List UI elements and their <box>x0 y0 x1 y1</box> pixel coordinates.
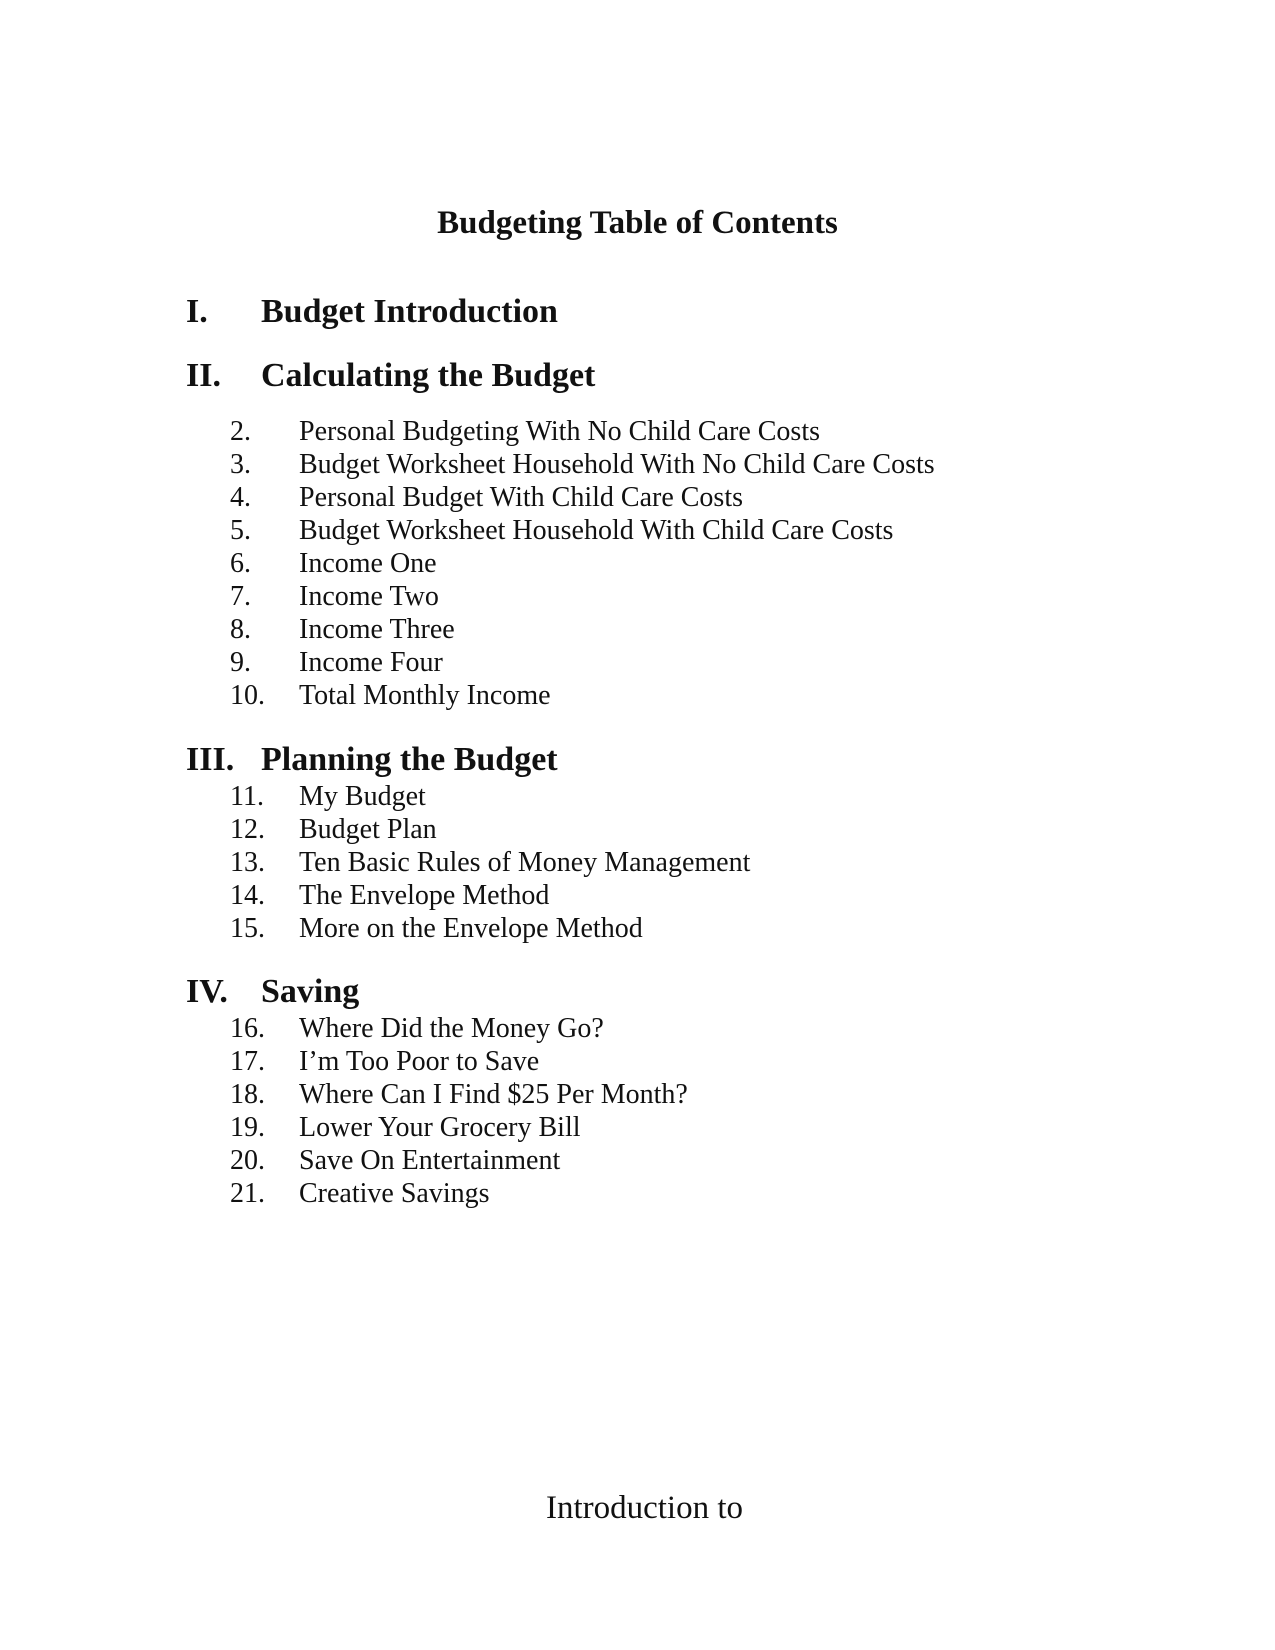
item-label: Where Can I Find $25 Per Month? <box>299 1079 688 1110</box>
section-heading-1 <box>186 292 558 332</box>
item-label: Income Two <box>299 581 439 612</box>
item-number: 20. <box>230 1145 265 1176</box>
toc-item <box>230 780 426 814</box>
item-label: Creative Savings <box>299 1178 490 1209</box>
item-number: 16. <box>230 1013 265 1044</box>
toc-item <box>230 1045 539 1079</box>
toc-item <box>230 481 743 515</box>
item-label: Budget Worksheet Household With No Child Care Costs <box>299 449 935 480</box>
toc-item <box>230 879 549 913</box>
item-number: 12. <box>230 814 265 845</box>
toc-item <box>230 846 750 880</box>
item-number: 8. <box>230 614 251 645</box>
item-label: Income Four <box>299 647 443 678</box>
section-numeral: II. <box>186 357 221 394</box>
item-number: 4. <box>230 482 251 513</box>
toc-item <box>230 912 643 946</box>
item-number: 15. <box>230 913 265 944</box>
section-heading-2 <box>186 356 595 396</box>
item-number: 6. <box>230 548 251 579</box>
item-label: Where Did the Money Go? <box>299 1013 604 1044</box>
toc-item <box>230 514 893 548</box>
page-footer: Introduction to <box>545 1490 744 1526</box>
section-title: Saving <box>261 973 360 1010</box>
item-label: Total Monthly Income <box>299 680 551 711</box>
item-number: 7. <box>230 581 251 612</box>
item-label: Personal Budgeting With No Child Care Costs <box>299 416 821 447</box>
item-label: Ten Basic Rules of Money Management <box>299 847 751 878</box>
item-label: Budget Worksheet Household With Child Care Costs <box>299 515 894 546</box>
item-label: Save On Entertainment <box>299 1145 561 1176</box>
toc-item <box>230 547 437 581</box>
section-title: Calculating the Budget <box>261 357 596 394</box>
item-number: 18. <box>230 1079 265 1110</box>
toc-item <box>230 1177 490 1211</box>
toc-item <box>230 613 455 647</box>
toc-item <box>230 813 437 847</box>
item-label: Budget Plan <box>299 814 437 845</box>
toc-item <box>230 415 820 449</box>
item-label: Personal Budget With Child Care Costs <box>299 482 744 513</box>
toc-item <box>230 1012 604 1046</box>
section-numeral: III. <box>186 741 235 778</box>
item-label: Income One <box>299 548 437 579</box>
item-label: My Budget <box>299 781 426 812</box>
item-number: 13. <box>230 847 265 878</box>
item-label: Income Three <box>299 614 455 645</box>
item-number: 17. <box>230 1046 265 1077</box>
item-label: Lower Your Grocery Bill <box>299 1112 581 1143</box>
item-number: 21. <box>230 1178 265 1209</box>
toc-item <box>230 1078 688 1112</box>
section-title: Planning the Budget <box>261 741 558 778</box>
item-label: The Envelope Method <box>299 880 550 911</box>
item-number: 10. <box>230 680 265 711</box>
section-heading-3 <box>186 740 558 780</box>
toc-item <box>230 580 439 614</box>
section-heading-4 <box>186 972 359 1012</box>
item-number: 3. <box>230 449 251 480</box>
item-number: 9. <box>230 647 251 678</box>
section-title: Budget Introduction <box>261 293 558 330</box>
item-number: 5. <box>230 515 251 546</box>
toc-item <box>230 646 443 680</box>
section-numeral: IV. <box>186 973 228 1010</box>
toc-item <box>230 1144 560 1178</box>
item-number: 2. <box>230 416 251 447</box>
item-number: 19. <box>230 1112 265 1143</box>
toc-item <box>230 679 551 713</box>
page-title: Budgeting Table of Contents <box>437 205 838 241</box>
toc-item <box>230 448 935 482</box>
item-label: I’m Too Poor to Save <box>299 1046 540 1077</box>
toc-item <box>230 1111 581 1145</box>
section-numeral: I. <box>186 293 208 330</box>
item-label: More on the Envelope Method <box>299 913 643 944</box>
item-number: 11. <box>230 781 264 812</box>
item-number: 14. <box>230 880 265 911</box>
